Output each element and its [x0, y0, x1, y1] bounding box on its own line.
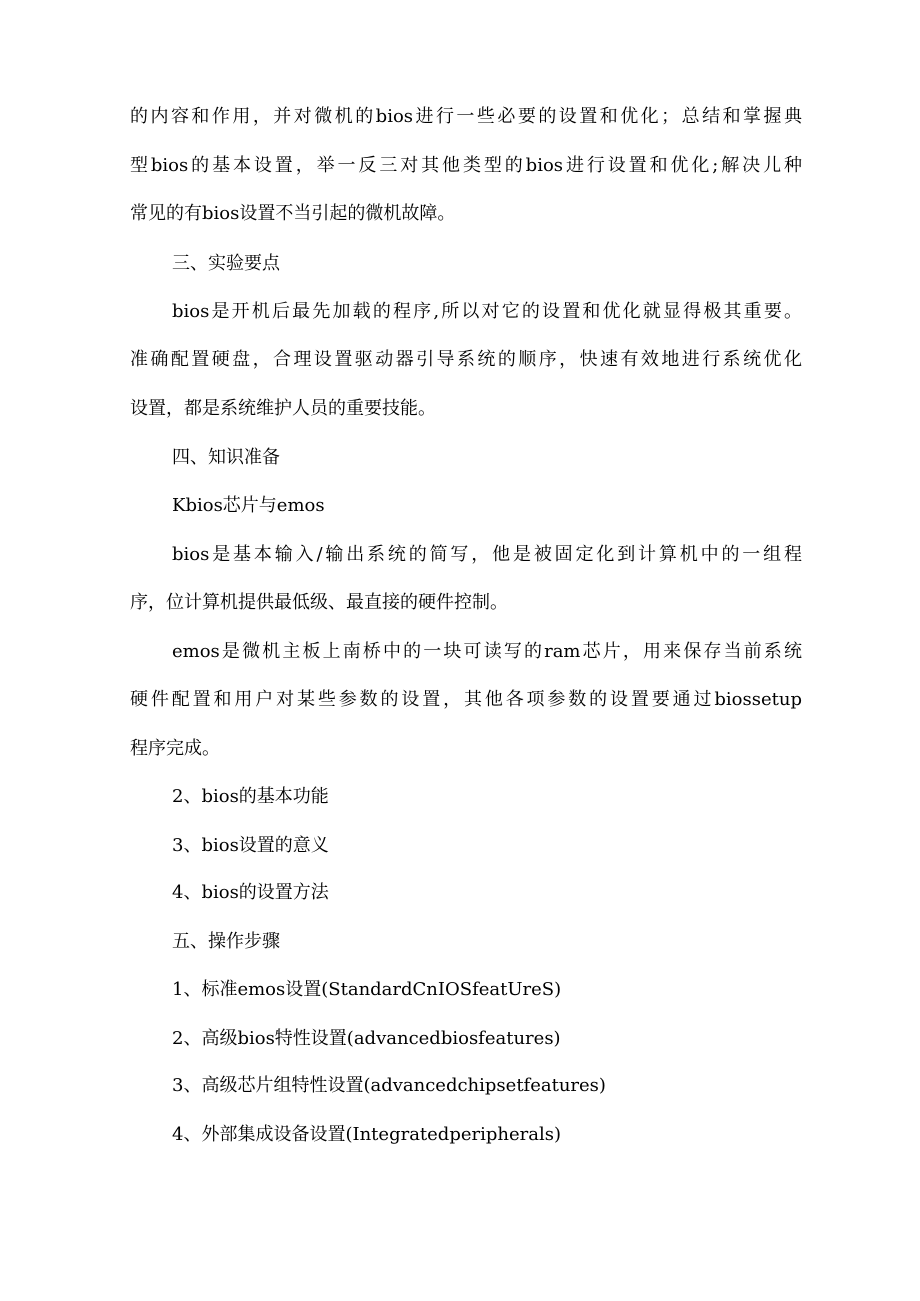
list-item: 3、bios设置的意义 [172, 835, 329, 856]
list-item: 2、bios的基本功能 [172, 786, 329, 807]
list-item: 1、标准emos设置(StandardCnIOSfeatUreS) [172, 979, 562, 1000]
paragraph-line: bios是基本输入/输出系统的简写，他是被固定化到计算机中的一组程 [172, 544, 802, 565]
section-heading: 四、知识准备 [172, 447, 280, 468]
paragraph-line: bios是开机后最先加载的程序,所以对它的设置和优化就显得极其重要。 [172, 301, 802, 322]
paragraph-line: 常见的有bios设置不当引起的微机故障。 [130, 203, 456, 224]
list-item: 3、高级芯片组特性设置(advancedchipsetfeatures) [172, 1075, 606, 1096]
paragraph-line: 设置，都是系统维护人员的重要技能。 [130, 398, 436, 419]
paragraph-line: 准确配置硬盘，合理设置驱动器引导系统的顺序，快速有效地进行系统优化 [130, 349, 802, 370]
paragraph-line: 的内容和作用，并对微机的bios进行一些必要的设置和优化；总结和掌握典 [130, 106, 802, 127]
list-item: 4、bios的设置方法 [172, 882, 329, 903]
list-item: 4、外部集成设备设置(Integratedperipherals) [172, 1124, 561, 1145]
list-item: 2、高级bios特性设置(advancedbiosfeatures) [172, 1028, 561, 1049]
paragraph-line: 型bios的基本设置，举一反三对其他类型的bios进行设置和优化;解决儿种 [130, 155, 802, 176]
paragraph-line: 硬件配置和用户对某些参数的设置，其他各项参数的设置要通过biossetup [130, 689, 802, 710]
subsection-heading: Kbios芯片与emos [172, 495, 325, 516]
paragraph-line: 序，位计算机提供最低级、最直接的硬件控制。 [130, 592, 508, 613]
paragraph-line: emos是微机主板上南桥中的一块可读写的ram芯片，用来保存当前系统 [172, 641, 802, 662]
paragraph-line: 程序完成。 [130, 738, 220, 759]
section-heading: 三、实验要点 [172, 253, 280, 274]
section-heading: 五、操作步骤 [172, 931, 280, 952]
